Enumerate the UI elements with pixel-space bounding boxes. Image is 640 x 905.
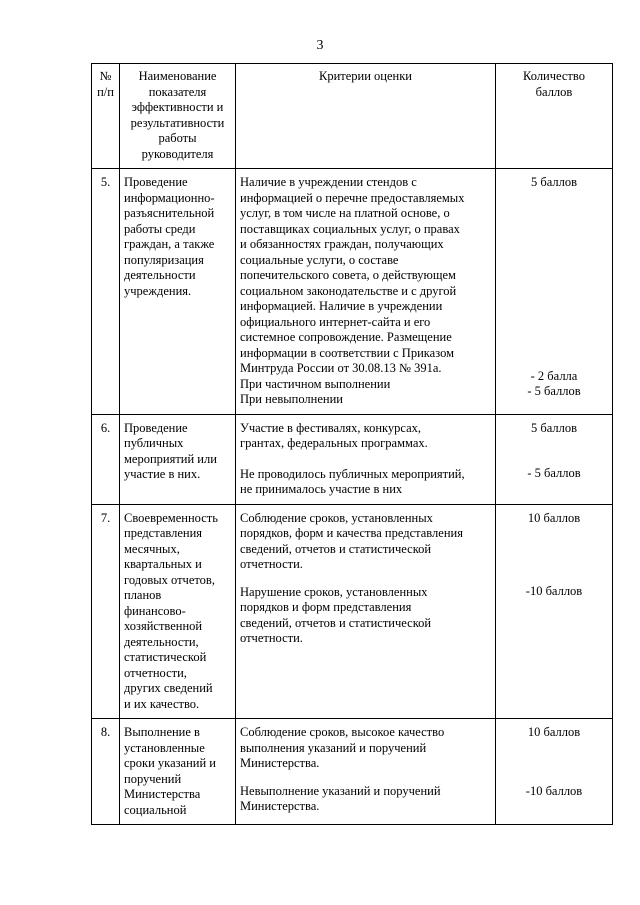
table-row — [92, 414, 613, 504]
header-num: № п/п — [92, 64, 120, 169]
score-cell — [496, 414, 613, 504]
row-number: 6. — [92, 414, 120, 504]
score-cell — [496, 719, 613, 825]
table-row — [92, 504, 613, 719]
table-header-row — [92, 64, 613, 169]
page-number: 3 — [316, 38, 324, 53]
score-value: 10 баллов — [527, 510, 581, 525]
criteria-cell — [236, 719, 496, 825]
score-value: -10 баллов — [525, 783, 583, 798]
row-number: 5. — [92, 169, 120, 415]
criteria-cell — [236, 504, 496, 719]
criteria-text: Соблюдение сроков, высокое качество выполнения указаний и поручений Министерства. — [240, 725, 445, 770]
row-number: 7. — [92, 504, 120, 719]
indicator-name: Выполнение в установленные сроки указаний и поручений Министерства социальной — [120, 719, 236, 825]
criteria-cell — [236, 169, 496, 415]
score-value: 5 баллов — [530, 420, 578, 435]
table-row — [92, 169, 613, 415]
row-number: 8. — [92, 719, 120, 825]
indicator-name: Проведение информационно- разъяснительной работы среди граждан, а также популяризация деятельности учреждения. — [120, 169, 236, 415]
criteria-cell — [236, 414, 496, 504]
criteria-text: Нарушение сроков, установленных порядков и форм представления сведений, отчетов и статистической отчетности. — [240, 584, 432, 645]
score-value: 10 баллов — [527, 725, 581, 739]
criteria-text: При частичном выполнении — [240, 376, 391, 391]
criteria-text: Участие в фестивалях, конкурсах, грантах, федеральных программах. — [240, 420, 428, 450]
indicator-name: Своевременность представления месячных, квартальных и годовых отчетов, планов финансово- хозяйственной деятельности, статистической отчетности, других сведений и их качество. — [120, 504, 236, 719]
criteria-text: Невыполнение указаний и поручений Министерства. — [240, 783, 441, 813]
evaluation-table — [91, 63, 613, 825]
table-row — [92, 719, 613, 825]
score-value: - 5 баллов — [527, 466, 581, 480]
header-indicator-name: Наименование показателя эффективности и результативности работы руководителя — [120, 64, 236, 169]
criteria-text: Наличие в учреждении стендов с информацией о перечне предоставляемых услуг, в том числе на платной основе, о поставщиках социальных услуг, о правах и обязанностях граждан, получающих социальные услуги, о составе попечительского совета, о действующем социальном законодательстве и с другой информацией. Наличие в учреждении официального интернет-сайта и его системное сопровождение. Размещение информации в соответствии с Приказом Минтруда России от 30.08.13 № 391а. — [240, 175, 465, 375]
score-value: - 2 балла — [530, 368, 578, 383]
criteria-text: Не проводилось публичных мероприятий, не принималось участие в них — [240, 466, 465, 496]
indicator-name: Проведение публичных мероприятий или участие в них. — [120, 414, 236, 504]
criteria-text: При невыполнении — [240, 392, 343, 406]
header-criteria: Критерии оценки — [236, 64, 496, 169]
score-cell — [496, 504, 613, 719]
score-cell — [496, 169, 613, 415]
score-value: 5 баллов — [530, 175, 578, 189]
header-score: Количество баллов — [496, 64, 613, 169]
score-value: - 5 баллов — [527, 384, 581, 398]
criteria-text: Соблюдение сроков, установленных порядков, форм и качества представления сведений, отчетов и статистической отчетности. — [240, 510, 463, 571]
score-value: -10 баллов — [525, 584, 583, 598]
